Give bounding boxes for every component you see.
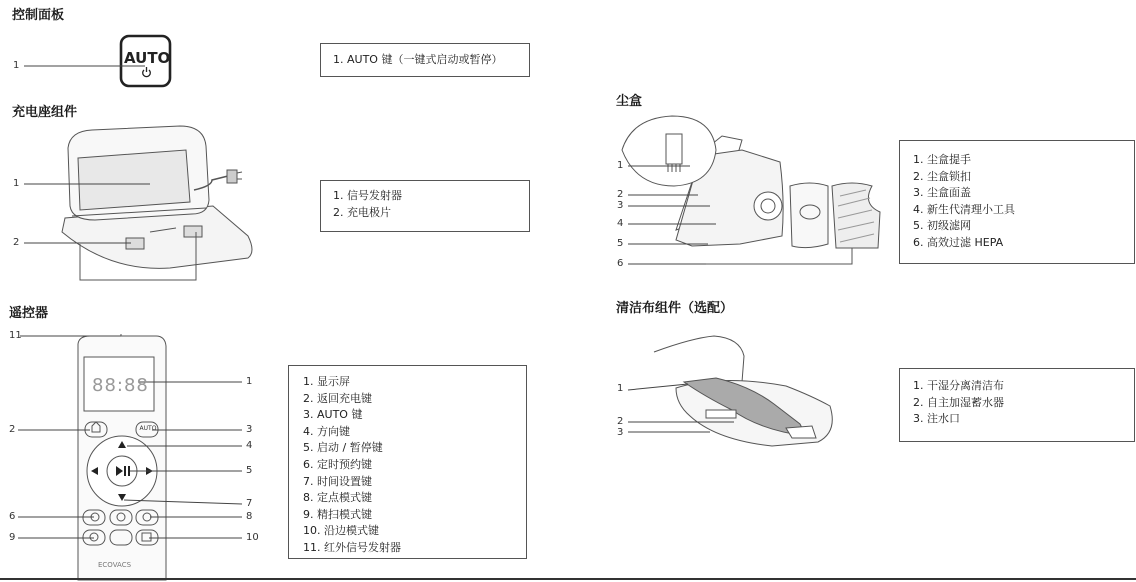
- callout-number: 6: [617, 258, 624, 269]
- legend-item: 2. 返回充电键: [303, 391, 372, 405]
- callout-number: 2: [9, 424, 16, 435]
- dust-bin-title: 尘盒: [616, 94, 643, 109]
- legend-item: 3. 注水口: [913, 412, 960, 426]
- legend-item: 6. 定时预约键: [303, 457, 372, 471]
- callout-number: 1: [246, 376, 253, 387]
- callout-number: 7: [246, 498, 253, 509]
- callout-number: 10: [246, 532, 259, 543]
- legend-item: 5. 启动 / 暂停键: [303, 441, 383, 455]
- legend-item: 3. AUTO 键: [303, 408, 363, 422]
- legend-item: 1. 信号发射器: [333, 189, 402, 202]
- callout-number: 11: [9, 330, 22, 341]
- charging-dock-legend: [320, 180, 530, 232]
- remote-title: 遥控器: [9, 306, 49, 321]
- control-panel-legend: [320, 43, 530, 77]
- callout-number: 1: [13, 60, 20, 71]
- callout-number: 2: [617, 416, 624, 427]
- callout-number: 3: [617, 200, 624, 211]
- callout-number: 1: [617, 160, 624, 171]
- callout-number: 5: [617, 238, 624, 249]
- callout-number: 2: [13, 237, 20, 248]
- legend-item: 4. 方向键: [303, 424, 350, 438]
- remote-legend: [288, 365, 527, 559]
- callout-number: 4: [617, 218, 624, 229]
- control-panel-title: 控制面板: [12, 8, 65, 23]
- callout-number: 9: [9, 532, 16, 543]
- remote-auto-key-label: AUTO: [139, 425, 157, 432]
- legend-item: 1. 干湿分离清洁布: [913, 379, 1004, 392]
- legend-item: 4. 新生代清理小工具: [913, 202, 1015, 216]
- callout-number: 6: [9, 511, 16, 522]
- legend-item: 11. 红外信号发射器: [303, 540, 401, 554]
- remote-display-digits: 88:88: [92, 375, 149, 396]
- legend-item: 5. 初级滤网: [913, 219, 971, 233]
- auto-button-label: AUTO: [124, 49, 171, 67]
- legend-item: 2. 充电极片: [333, 205, 391, 219]
- bottom-rule: [0, 578, 1136, 580]
- remote-illustration: [78, 334, 166, 580]
- charging-dock-title: 充电座组件: [12, 105, 78, 120]
- callout-number: 5: [246, 465, 253, 476]
- legend-item: 1. AUTO 键（一键式启动或暂停）: [333, 53, 503, 66]
- legend-item: 1. 尘盒提手: [913, 153, 971, 166]
- callout-number: 3: [246, 424, 253, 435]
- callout-number: 4: [246, 440, 253, 451]
- cleaning-cloth-illustration: [654, 336, 832, 446]
- dust-bin-illustration: [622, 116, 880, 264]
- legend-item: 3. 尘盒面盖: [913, 186, 971, 200]
- callout-number: 1: [13, 178, 20, 189]
- callout-number: 3: [617, 427, 624, 438]
- callout-number: 8: [246, 511, 253, 522]
- legend-item: 2. 自主加湿蓄水器: [913, 395, 1004, 409]
- cleaning-cloth-legend: [899, 368, 1135, 442]
- legend-item: 6. 高效过滤 HEPA: [913, 235, 1004, 249]
- cleaning-cloth-title: 清洁布组件（选配）: [616, 301, 734, 316]
- dust-bin-legend: [899, 140, 1135, 264]
- legend-item: 1. 显示屏: [303, 375, 350, 388]
- legend-item: 9. 精扫模式键: [303, 507, 372, 521]
- callout-number: 1: [617, 383, 624, 394]
- legend-item: 8. 定点模式键: [303, 491, 372, 505]
- legend-item: 10. 沿边模式键: [303, 524, 379, 538]
- remote-brand-logo: ECOVACS: [98, 561, 132, 569]
- legend-item: 2. 尘盒锁扣: [913, 169, 971, 183]
- callout-number: 2: [617, 189, 624, 200]
- charging-dock-illustration: [62, 126, 252, 280]
- legend-item: 7. 时间设置键: [303, 474, 372, 488]
